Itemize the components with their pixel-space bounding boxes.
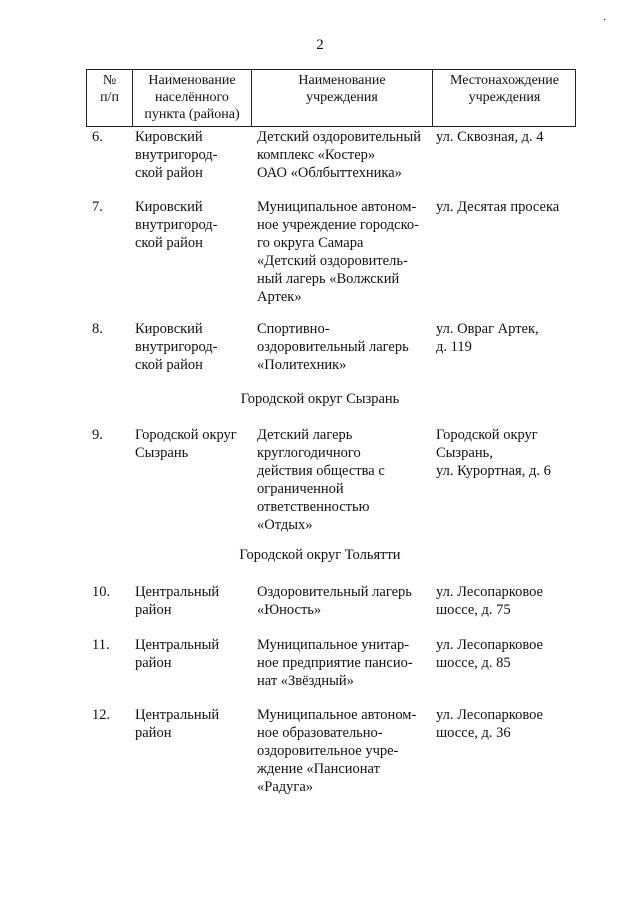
- row-number: 6.: [92, 129, 103, 145]
- row-location: Городской округ Сызрань, ул. Курортная, д. 6: [436, 427, 551, 479]
- row-institution: Спортивно- оздоровительный лагерь «Политехник»: [257, 321, 409, 373]
- row-number: 10.: [92, 584, 111, 600]
- row-number: 7.: [92, 199, 103, 215]
- row-institution: Детский оздоровительный комплекс «Костер» ОАО «Облбыттехника»: [257, 129, 421, 181]
- header-col-location: Местонахождение учреждения: [449, 73, 559, 105]
- header-col-settlement: Наименование населённого пункта (района): [144, 73, 240, 122]
- row-district: Кировский внутригород- ской район: [135, 199, 218, 251]
- row-number: 11.: [92, 637, 110, 653]
- row-district: Кировский внутригород- ской район: [135, 321, 218, 373]
- table-header: [86, 69, 576, 127]
- header-col-institution: Наименование учреждения: [298, 73, 386, 105]
- row-district: Центральный район: [135, 584, 220, 618]
- header-col-number: № п/п: [100, 73, 119, 105]
- row-institution: Муниципальное автоном- ное учреждение городско- го округа Самара «Детский оздоровитель- ный лагерь «Волжский Артек»: [257, 199, 420, 305]
- row-location: ул. Лесопарковое шоссе, д. 85: [436, 637, 543, 671]
- row-number: 12.: [92, 707, 111, 723]
- row-location: ул. Овраг Артек, д. 119: [436, 321, 539, 355]
- page-number: 2: [316, 37, 324, 53]
- row-number: 8.: [92, 321, 103, 337]
- row-location: ул. Лесопарковое шоссе, д. 75: [436, 584, 543, 618]
- row-district: Центральный район: [135, 707, 220, 741]
- row-institution: Оздоровительный лагерь «Юность»: [257, 584, 412, 618]
- row-district: Городской округ Сызрань: [135, 427, 237, 461]
- row-number: 9.: [92, 427, 103, 443]
- corner-mark: ·: [603, 15, 607, 26]
- row-institution: Муниципальное унитар- ное предприятие пансио- нат «Звёздный»: [257, 637, 413, 689]
- row-location: ул. Десятая просека: [436, 199, 560, 215]
- row-location: ул. Лесопарковое шоссе, д. 36: [436, 707, 543, 741]
- section-title-syzran: Городской округ Сызрань: [240, 391, 400, 407]
- row-district: Центральный район: [135, 637, 220, 671]
- row-location: ул. Сквозная, д. 4: [436, 129, 544, 145]
- row-institution: Детский лагерь круглогодичного действия общества с ограниченной ответственностью «Отдых»: [257, 427, 385, 533]
- section-title-tolyatti: Городской округ Тольятти: [239, 547, 401, 563]
- row-institution: Муниципальное автоном- ное образовательно- оздоровительное учре- ждение «Пансионат «Радуга»: [257, 707, 417, 795]
- row-district: Кировский внутригород- ской район: [135, 129, 218, 181]
